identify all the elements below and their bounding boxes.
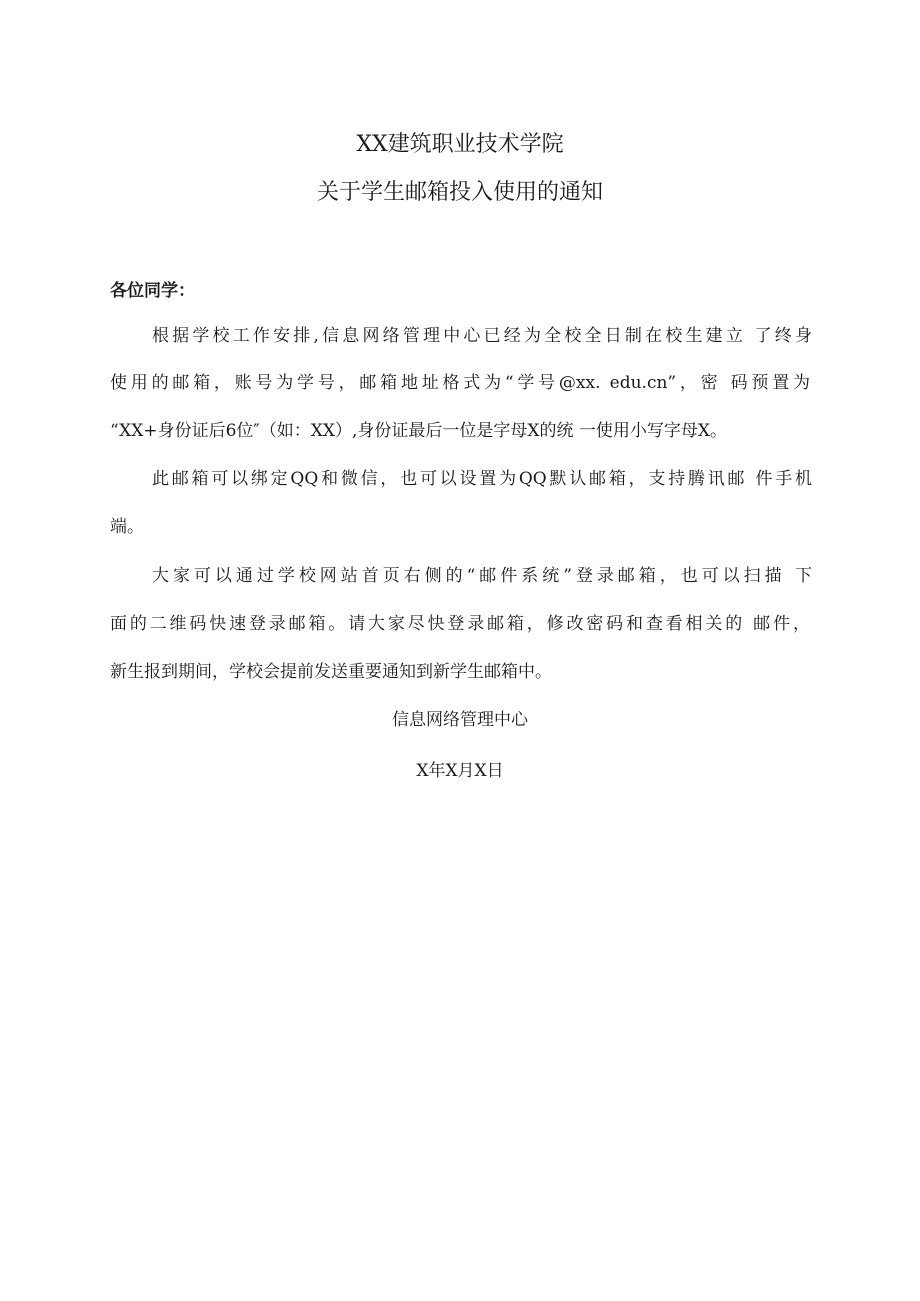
salutation: 各位同学： bbox=[110, 281, 195, 301]
signature-organization: 信息网络管理中心 bbox=[392, 710, 528, 730]
paragraph2-line1: 此邮箱可以绑定QQ和微信，也可以设置为QQ默认邮箱，支持腾讯邮 件手机 bbox=[152, 469, 812, 489]
paragraph1-line1: 根据学校工作安排,信息网络管理中心已经为全校全日制在校生建立 了终身 bbox=[152, 326, 812, 346]
paragraph3-line3: 新生报到期间，学校会提前发送重要通知到新学生邮箱中。 bbox=[110, 662, 552, 682]
paragraph3-line2: 面的二维码快速登录邮箱。请大家尽快登录邮箱，修改密码和查看相关的 邮件， bbox=[110, 614, 810, 634]
paragraph3-line1: 大家可以通过学校网站首页右侧的“邮件系统”登录邮箱，也可以扫描 下 bbox=[152, 566, 812, 586]
paragraph1-line2: 使用的邮箱，账号为学号，邮箱地址格式为“学号@xx. edu.cn”，密 码预置为 bbox=[110, 373, 810, 393]
document-title-subject: 关于学生邮箱投入使用的通知 bbox=[316, 180, 603, 205]
document-title-institution: XX建筑职业技术学院 bbox=[356, 132, 564, 157]
paragraph1-line3: “XX+身份证后6位″（如：XX）,身份证最后一位是字母X的统 一使用小写字母X。 bbox=[110, 421, 727, 441]
paragraph2-line2: 端。 bbox=[110, 517, 144, 537]
signature-date: X年X月X日 bbox=[416, 761, 504, 781]
